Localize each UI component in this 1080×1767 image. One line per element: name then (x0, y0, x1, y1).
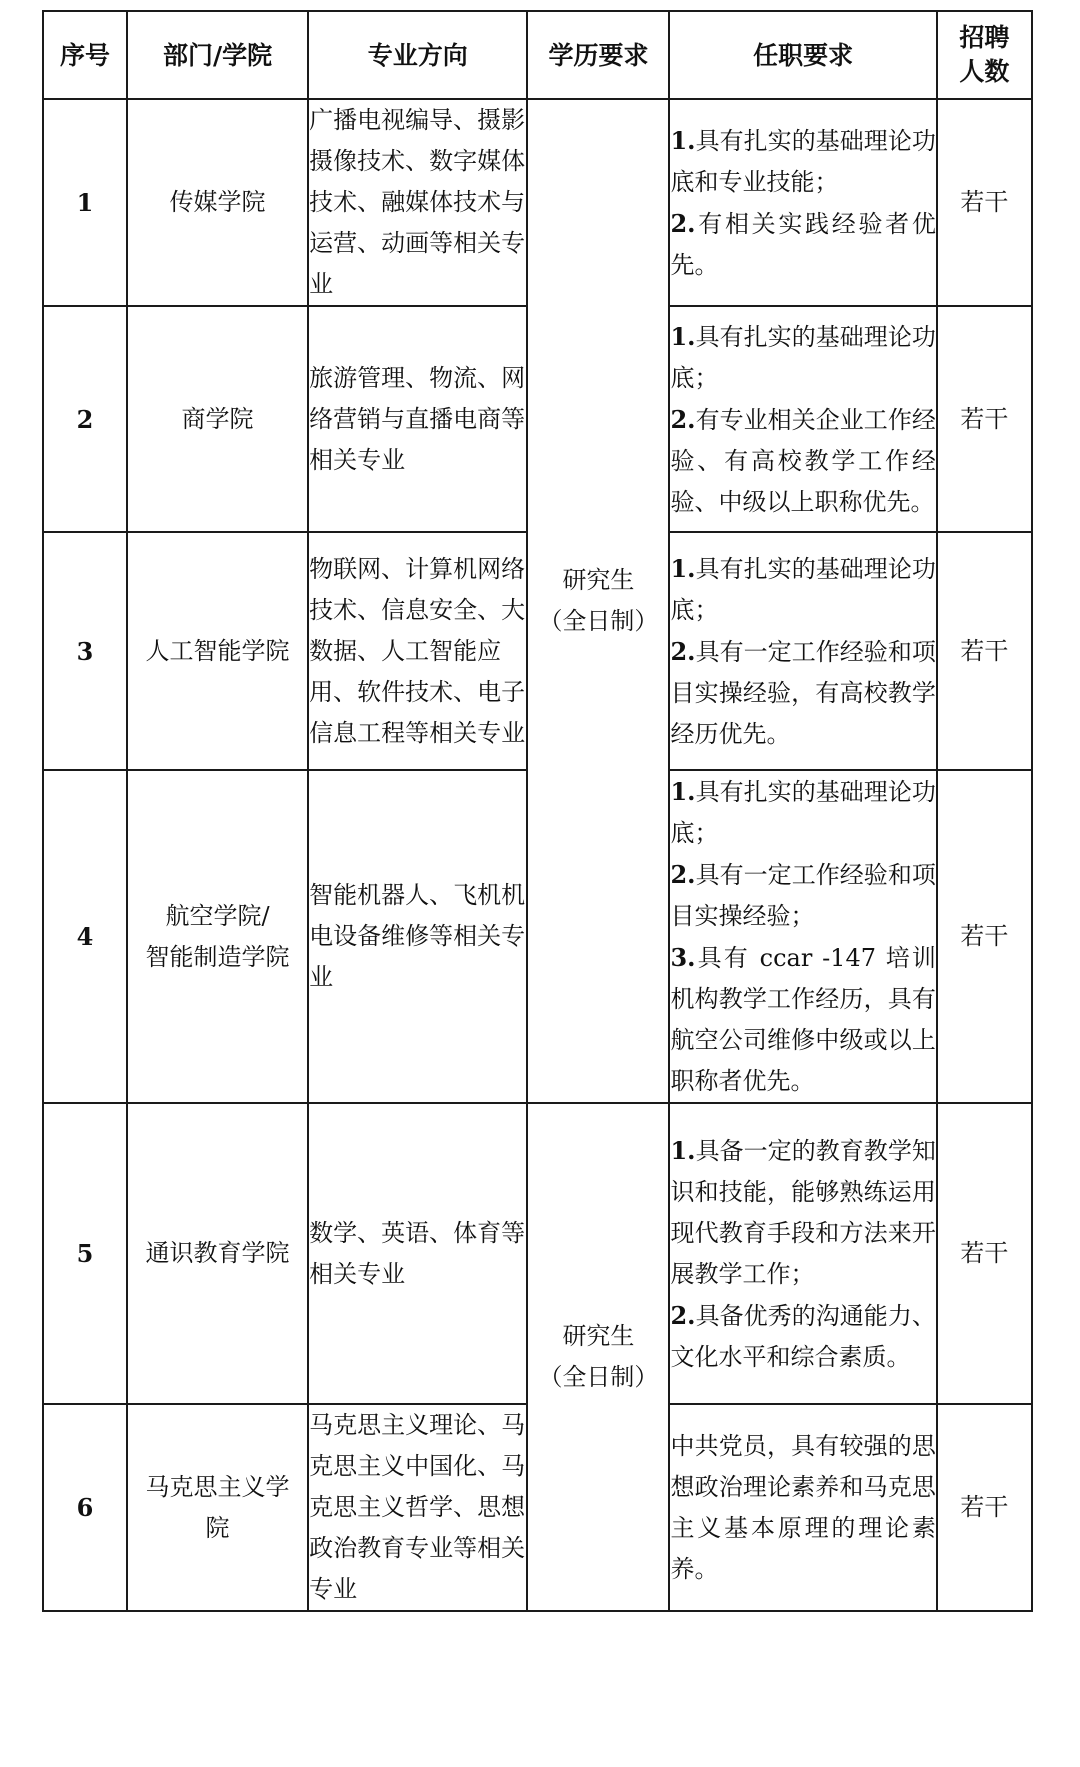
row-dept (127, 1404, 308, 1611)
row-major: 智能机器人、飞机机电设备维修等相关专业 (308, 770, 527, 1103)
edu-line1: 研究生 (562, 566, 635, 594)
requirement-text: 具有扎实的基础理论功底； (670, 778, 936, 847)
row-count: 若干 (937, 532, 1032, 770)
requirement-number: 1. (670, 321, 696, 351)
row-requirements (669, 1404, 936, 1611)
dept-line: 通识教育学院 (145, 1239, 290, 1267)
requirement-number: 1. (670, 1135, 696, 1165)
requirement-number: 2. (670, 636, 696, 666)
dept-line: 传媒学院 (169, 188, 266, 216)
requirement-text: 具有扎实的基础理论功底； (670, 554, 936, 624)
requirement-number: 1. (670, 125, 696, 155)
header-seq: 序号 (43, 11, 127, 99)
dept-line: 院 (205, 1513, 230, 1542)
requirement-item (670, 854, 935, 937)
table-row (43, 1103, 1032, 1404)
row-seq: 3 (43, 532, 127, 770)
row-count: 若干 (937, 770, 1032, 1103)
row-dept (127, 532, 308, 770)
requirement-number: 1. (670, 777, 696, 806)
requirement-item (670, 1295, 935, 1378)
requirement-text: 具有一定工作经验和项目实操经验； (670, 861, 936, 930)
row-major: 物联网、计算机网络技术、信息安全、大数据、人工智能应用、软件技术、电子信息工程等相关专业 (308, 532, 527, 770)
row-seq: 5 (43, 1103, 127, 1404)
row-seq: 1 (43, 99, 127, 306)
requirement-item (670, 203, 935, 286)
row-major: 马克思主义理论、马克思主义中国化、马克思主义哲学、思想政治教育专业等相关专业 (308, 1404, 527, 1611)
row-requirements (669, 532, 936, 770)
requirement-text: 有专业相关企业工作经验、有高校教学工作经验、中级以上职称优先。 (670, 405, 936, 516)
dept-line: 航空学院/ (165, 901, 270, 930)
requirement-item (670, 548, 935, 631)
recruitment-table (42, 10, 1033, 1612)
requirement-text: 中共党员，具有较强的思想政治理论素养和马克思主义基本原理的理论素养。 (670, 1431, 936, 1583)
requirement-number: 2. (670, 1300, 696, 1330)
header-req: 任职要求 (669, 11, 936, 99)
row-requirements (669, 99, 936, 306)
requirement-number: 2. (670, 208, 696, 238)
requirement-text: 具备一定的教育教学知识和技能，能够熟练运用现代教育手段和方法来开展教学工作； (670, 1136, 936, 1288)
row-seq: 2 (43, 306, 127, 532)
header-edu: 学历要求 (527, 11, 669, 99)
row-major: 数学、英语、体育等相关专业 (308, 1103, 527, 1404)
edu-requirement (527, 99, 669, 1103)
row-dept (127, 770, 308, 1103)
requirement-number: 3. (670, 943, 696, 972)
row-dept (127, 99, 308, 306)
requirement-text: 具有扎实的基础理论功底； (670, 322, 936, 392)
edu-requirement (527, 1103, 669, 1611)
requirement-item (670, 631, 935, 755)
requirement-text: 具有 ccar -147 培训机构教学工作经历，具有航空公司维修中级或以上职称者优先。 (670, 944, 936, 1095)
row-dept (127, 306, 308, 532)
dept-line: 商学院 (181, 404, 254, 433)
requirement-item (670, 771, 935, 854)
requirement-item (670, 120, 935, 203)
edu-line2: （全日制） (538, 607, 659, 635)
header-count-line2: 人数 (959, 57, 1010, 86)
requirement-text: 具有一定工作经验和项目实操经验，有高校教学经历优先。 (670, 637, 936, 748)
requirement-text: 具有扎实的基础理论功底和专业技能； (670, 126, 936, 196)
edu-line2: （全日制） (538, 1363, 659, 1391)
header-dept: 部门/学院 (127, 11, 308, 99)
row-major: 广播电视编导、摄影摄像技术、数字媒体技术、融媒体技术与运营、动画等相关专业 (308, 99, 527, 306)
row-count: 若干 (937, 1103, 1032, 1404)
row-requirements (669, 770, 936, 1103)
requirement-number: 1. (670, 553, 696, 583)
header-count (937, 11, 1032, 99)
row-major: 旅游管理、物流、网络营销与直播电商等相关专业 (308, 306, 527, 532)
row-count: 若干 (937, 306, 1032, 532)
edu-line1: 研究生 (562, 1322, 635, 1350)
requirement-number: 2. (670, 404, 696, 434)
row-requirements (669, 306, 936, 532)
requirement-item (670, 937, 935, 1102)
header-major: 专业方向 (308, 11, 527, 99)
row-dept (127, 1103, 308, 1404)
row-count: 若干 (937, 99, 1032, 306)
row-count: 若干 (937, 1404, 1032, 1611)
header-row (43, 11, 1032, 99)
requirement-item (670, 1426, 935, 1590)
requirement-number: 2. (670, 860, 696, 889)
row-requirements (669, 1103, 936, 1404)
header-count-line1: 招聘 (959, 23, 1010, 52)
requirement-item (670, 316, 935, 399)
dept-line: 人工智能学院 (145, 636, 290, 665)
requirement-item (670, 1130, 935, 1295)
requirement-item (670, 399, 935, 523)
requirement-text: 具备优秀的沟通能力、文化水平和综合素质。 (670, 1301, 936, 1371)
dept-line: 马克思主义学 (145, 1472, 290, 1501)
table-row (43, 99, 1032, 306)
requirement-text: 有相关实践经验者优先。 (670, 209, 936, 279)
row-seq: 4 (43, 770, 127, 1103)
dept-line: 智能制造学院 (145, 942, 290, 971)
row-seq: 6 (43, 1404, 127, 1611)
